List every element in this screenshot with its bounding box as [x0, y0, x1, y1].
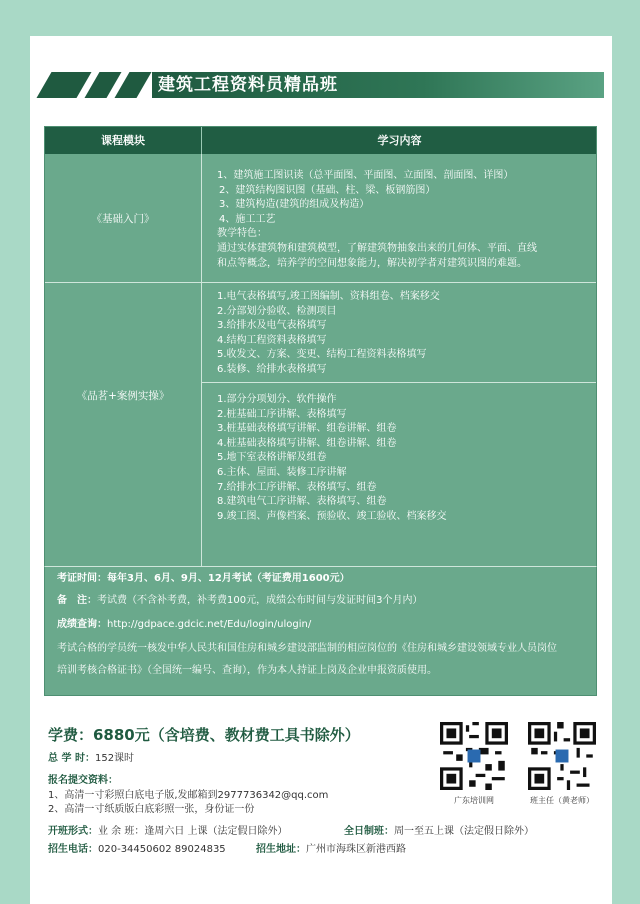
hours-row [48, 749, 134, 764]
tuition-fee: 学费：6880元（含培费、教材费工具书除外） [48, 726, 360, 744]
qr-label-1: 广东培训网 [454, 796, 494, 805]
footer-blank [450, 872, 604, 894]
module-basic: 《基础入门》 [91, 213, 155, 225]
material-item-1: 1、高清一寸彩照白底电子版,发邮箱到2977736342@qq.com [48, 790, 329, 801]
list-item: 通过实体建筑物和建筑模型，了解建筑物抽象出来的几何体、平面、直线 [217, 242, 537, 254]
list-item: 2、建筑结构图识图（基础、柱、梁、板钢筋图） [219, 184, 436, 196]
address-label: 招生地址： [256, 844, 306, 855]
hours-label: 总 学 时： [48, 753, 95, 764]
schedule-value: 业 余 班：逢周六日 上课（法定假日除外） [98, 826, 288, 837]
list-item: 4、施工工艺 [219, 213, 276, 225]
schedule-label: 开班形式： [48, 826, 98, 837]
exam-time-row [57, 569, 350, 584]
module-basic-content [217, 169, 537, 271]
list-item: 7.给排水工序讲解、表格填写、组卷 [217, 481, 377, 493]
list-item: 和点等概念，培养学的空间想象能力，解决初学者对建筑识图的难题。 [217, 257, 527, 269]
certificate-line-1: 考试合格的学员统一核发中华人民共和国住房和城乡建设部监制的相应岗位的《住房和城乡建设领域专业人员岗位 [57, 643, 557, 654]
materials-label-text: 报名提交资料： [48, 775, 118, 786]
materials-label [48, 771, 118, 786]
table-header [45, 127, 596, 154]
page-title: 建筑工程资料员精品班 [158, 75, 338, 95]
list-item: 5.地下室表格讲解及组卷 [217, 452, 327, 464]
list-item: 2.桩基础工序讲解、表格填写 [217, 408, 347, 420]
fulltime-row [344, 822, 534, 837]
list-item: 1、建筑施工图识读（总平面图、平面图、立面图、剖面图、详图） [217, 170, 514, 181]
list-item: 6.主体、屋面、装修工序讲解 [217, 466, 347, 478]
list-item: 4.桩基础表格填写讲解、组卷讲解、组卷 [217, 437, 397, 449]
module-practice: 《品茗+案例实操》 [76, 390, 170, 402]
list-item: 8.建筑电气工序讲解、表格填写、组卷 [217, 496, 387, 508]
exam-time-value: 每年3月、6月、9月、12月考试（考证费用1600元） [107, 573, 350, 584]
hours-value: 152课时 [94, 753, 135, 764]
list-item: 4.结构工程资料表格填写 [217, 334, 327, 346]
list-item: 3、建筑构造(建筑的组成及构造） [219, 199, 370, 211]
remark-value: 考试费（不含补考费，补考费100元，成绩公布时间与发证时间3个月内） [97, 595, 423, 606]
fulltime-value: 周一至五上课（法定假日除外） [394, 826, 534, 837]
list-item: 9.竣工图、声像档案、预验收、竣工验收、档案移交 [217, 510, 447, 522]
qr-label-2: 班主任（黄老师） [530, 796, 594, 805]
title-stripe-3 [114, 72, 151, 98]
phone-value: 020-34450602 89024835 [98, 844, 226, 855]
title-bar [44, 72, 604, 98]
exam-time-label: 考证时间： [57, 573, 107, 584]
list-item: 5.收发文、方案、变更、结构工程资料表格填写 [217, 349, 427, 361]
fulltime-label: 全日制班： [344, 826, 394, 837]
address-value: 广州市海珠区新港西路 [306, 844, 406, 855]
phone-row [48, 840, 226, 855]
list-item: 教学特色： [217, 228, 267, 240]
table-divider-vertical [201, 154, 202, 567]
table-divider-row1 [45, 282, 596, 283]
module-practice-content-a [217, 290, 440, 378]
list-item: 3.给排水及电气表格填写 [217, 320, 327, 332]
table-divider-row2 [201, 382, 596, 383]
module-practice-content-b [217, 393, 447, 524]
remark-row [57, 591, 422, 606]
list-item: 6.装修、给排水表格填写 [217, 363, 327, 375]
schedule-row [48, 822, 288, 837]
list-item: 1.部分分项划分、软件操作 [217, 394, 337, 405]
course-table [44, 126, 597, 568]
list-item: 2.分部划分验收、检测项目 [217, 305, 337, 317]
header-module: 课程模块 [101, 134, 145, 147]
address-row [256, 840, 406, 855]
header-content: 学习内容 [201, 127, 597, 154]
score-url: http://gdpace.gdcic.net/Edu/login/ulogin/ [107, 619, 312, 630]
list-item: 3.桩基础表格填写讲解、组卷讲解、组卷 [217, 423, 397, 435]
remark-label: 备 注： [57, 595, 97, 606]
phone-label: 招生电话： [48, 844, 98, 855]
score-label: 成绩查询： [57, 619, 107, 630]
list-item: 1.电气表格填写,竣工图编制、资料组卷、档案移交 [217, 291, 440, 302]
title-stripe-1 [36, 72, 91, 98]
qr-code-icon [440, 722, 508, 790]
exam-notes [44, 566, 597, 696]
material-item-2: 2、高清一寸纸质版白底彩照一张，身份证一份 [48, 804, 255, 815]
score-row [57, 615, 311, 630]
certificate-line-2: 培训考核合格证书》（全国统一编号、查询），作为本人持证上岗及企业申报资质使用。 [57, 665, 437, 676]
qr-code-icon [528, 722, 596, 790]
